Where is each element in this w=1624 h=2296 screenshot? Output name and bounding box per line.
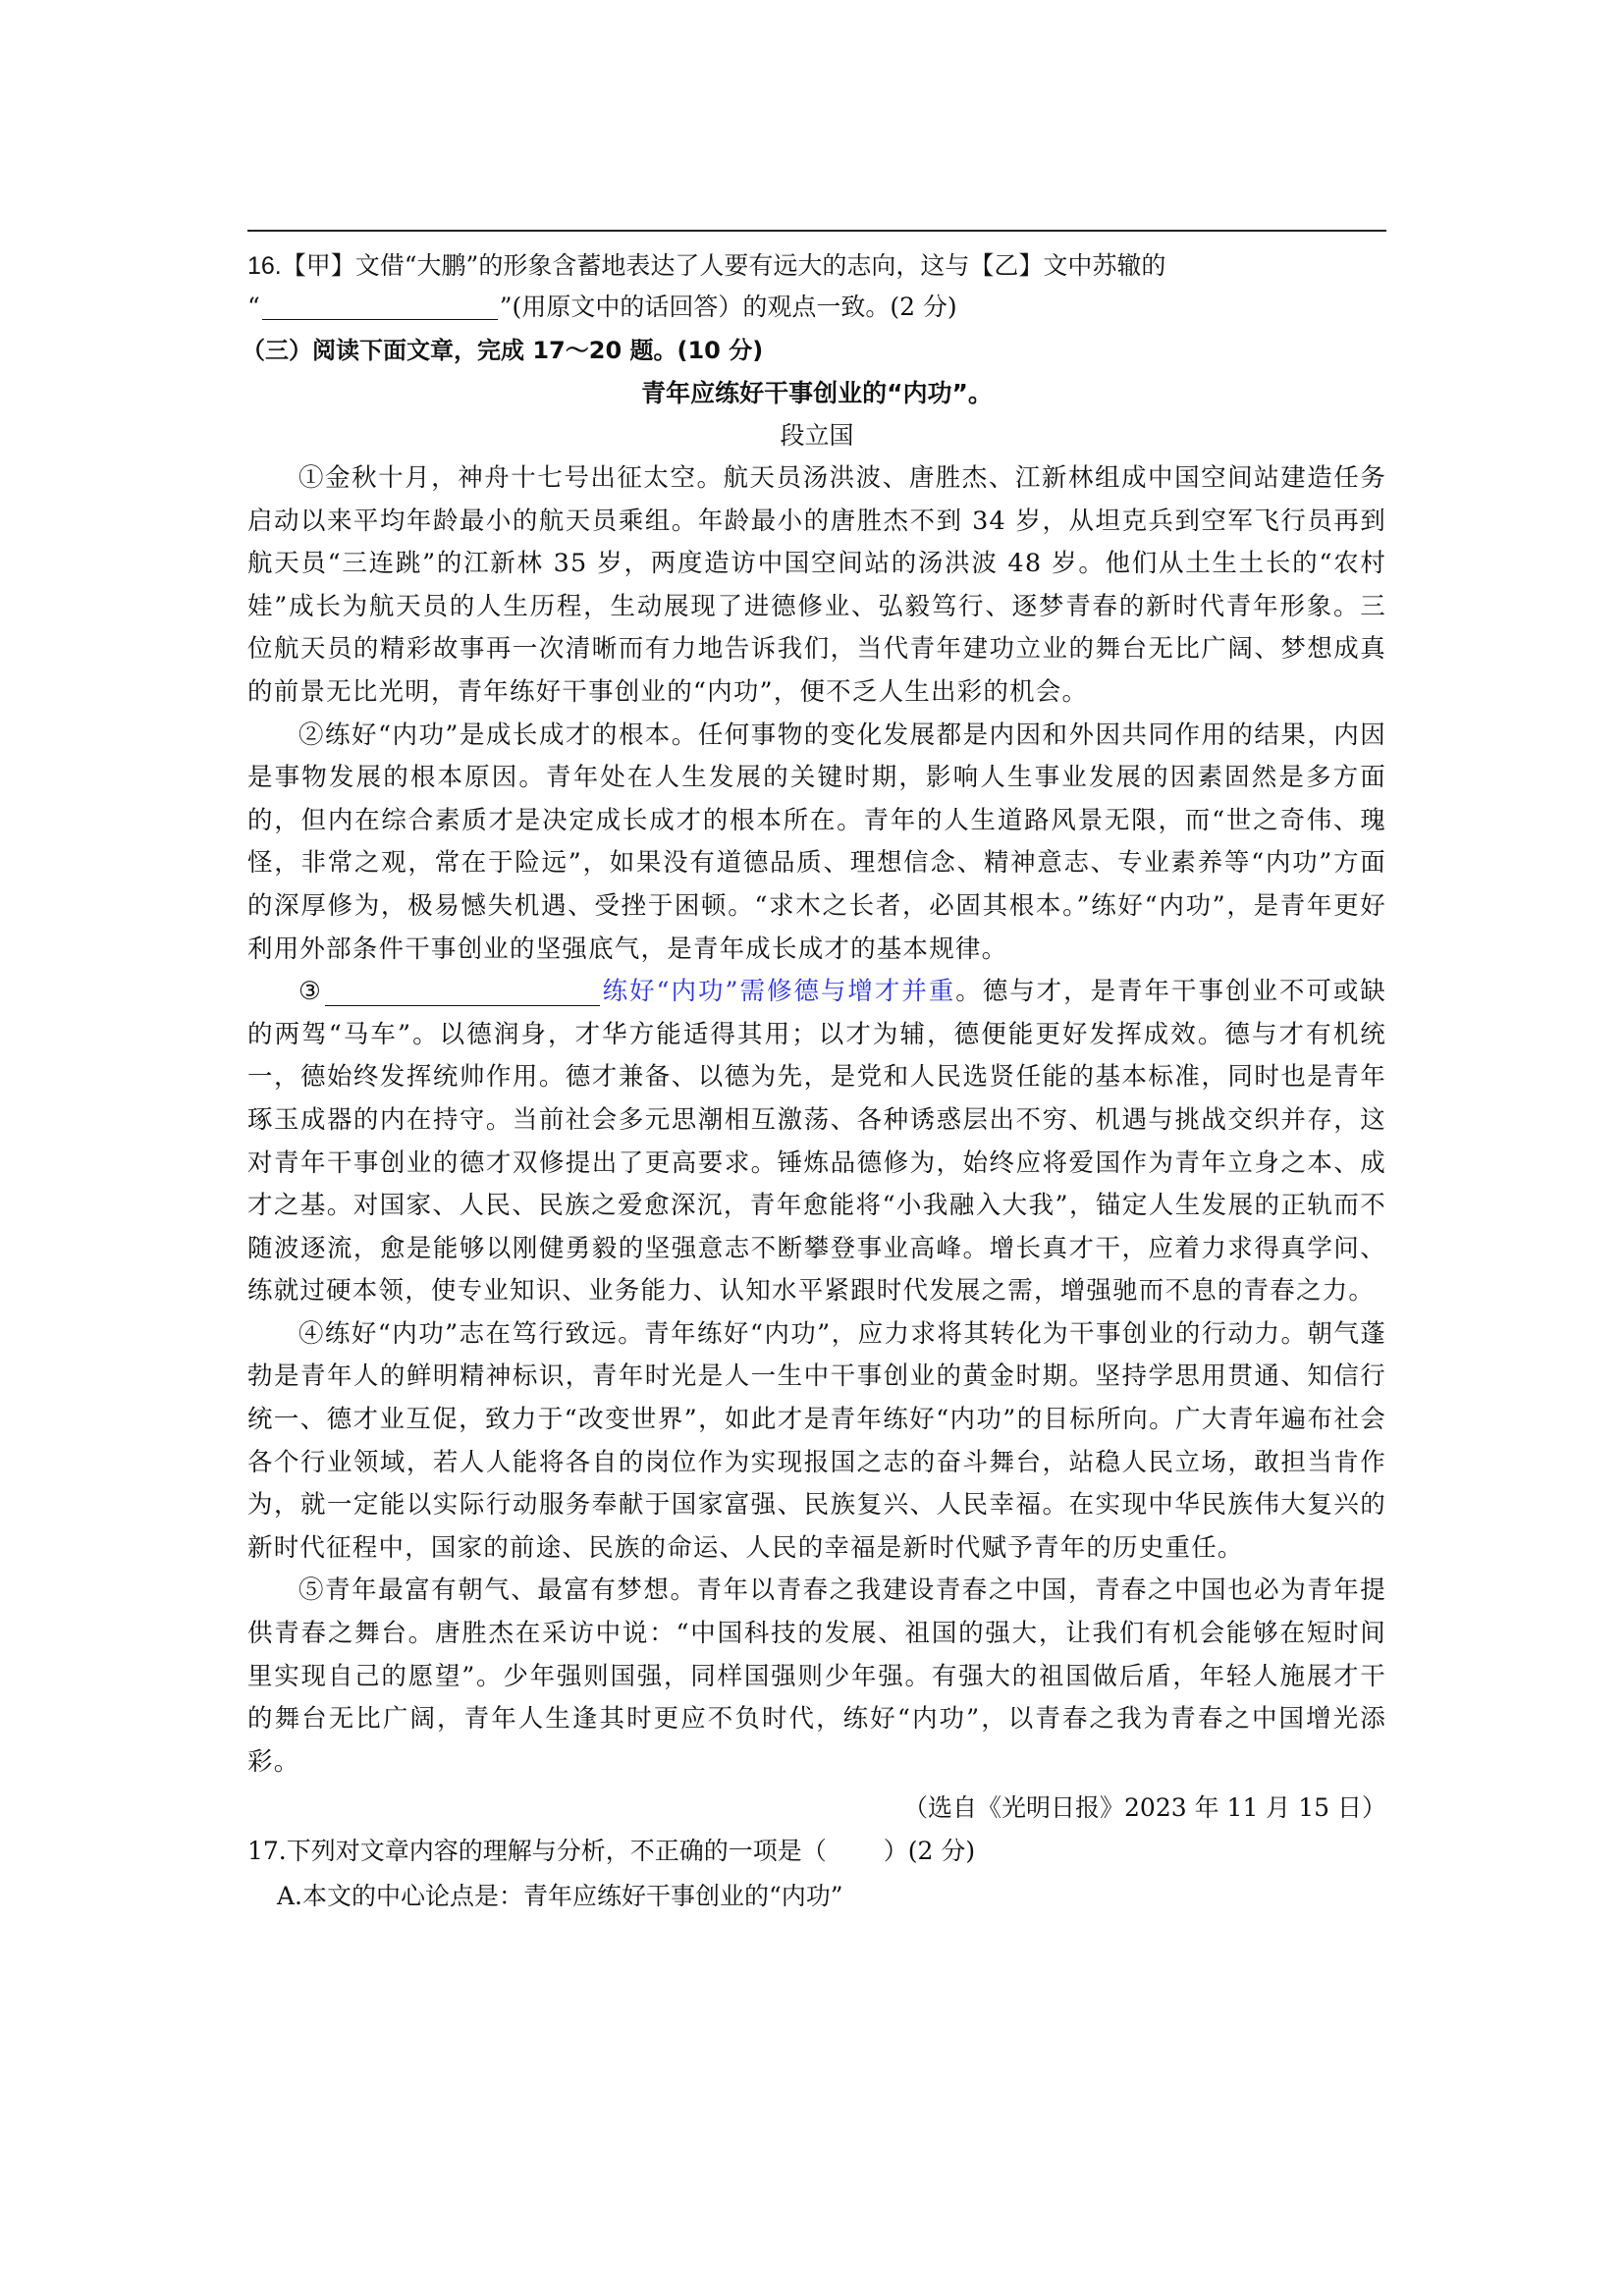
article-paragraph-4: ④练好“内功”志在笃行致远。青年练好“内功”，应力求将其转化为干事创业的行动力。朝气蓬勃是青年人的鲜明精神标识，青年时光是人一生中干事创业的黄金时期。坚持学思用贯通、知信行统一、德才业互促，致力于“改变世界”，如此才是青年练好“内功”的目标所向。广大青年遍布社会各个行业领域，若人人能将各自的岗位作为实现报国之志的奋斗舞台，站稳人民立场，敢担当肯作为，就一定能以实际行动服务奉献于国家富强、民族复兴、人民幸福。在实现中华民族伟大复兴的新时代征程中，国家的前途、民族的命运、人民的幸福是新时代赋予青年的历史重任。 bbox=[247, 1318, 1386, 1563]
question-16-line-1 bbox=[247, 245, 1386, 287]
question-17-score: ）(2 分) bbox=[883, 1837, 976, 1866]
question-16-open-quote: “ bbox=[247, 293, 260, 321]
article-title: 青年应练好干事创业的“内功”。 bbox=[641, 379, 993, 407]
exam-page bbox=[242, 230, 1387, 1917]
paragraph-3-blank[interactable] bbox=[325, 980, 600, 1006]
article-source: （选自《光明日报》2023 年 11 月 15 日） bbox=[903, 1793, 1386, 1823]
top-divider bbox=[247, 230, 1386, 232]
question-16-line-2 bbox=[247, 287, 1386, 328]
question-17-option-a: A.本文的中心论点是：青年应练好干事创业的“内功” bbox=[277, 1882, 843, 1911]
question-17-text: 17.下列对文章内容的理解与分析，不正确的一项是（ bbox=[247, 1837, 827, 1866]
article-author: 段立国 bbox=[780, 421, 854, 450]
question-16-answer-blank[interactable] bbox=[262, 294, 498, 320]
question-16-text: 【甲】文借“大鹏”的形象含蓄地表达了人要有远大的志向，这与【乙】文中苏辙的 bbox=[281, 251, 1166, 280]
article-paragraph-5: ⑤青年最富有朝气、最富有梦想。青年以青春之我建设青春之中国，青春之中国也必为青年提供青春之舞台。唐胜杰在采访中说：“中国科技的发展、祖国的强大，让我们有机会能够在短时间里实现自己的愿望”。少年强则国强，同样国强则少年强。有强大的祖国做后盾，年轻人施展才干的舞台无比广阔，青年人生逢其时更应不负时代，练好“内功”，以青春之我为青春之中国增光添彩。 bbox=[247, 1575, 1386, 1777]
question-16-tail: ”(用原文中的话回答）的观点一致。(2 分) bbox=[499, 293, 957, 321]
article-paragraph-2: ②练好“内功”是成长成才的根本。任何事物的变化发展都是内因和外因共同作用的结果，内因是事物发展的根本原因。青年处在人生发展的关键时期，影响人生事业发展的因素固然是多方面的，但内在综合素质才是决定成长成才的根本所在。青年的人生道路风景无限，而“世之奇伟、瑰怪，非常之观，常在于险远”，如果没有道德品质、理想信念、精神意志、专业素养等“内功”方面的深厚修为，极易憾失机遇、受挫于困顿。“求木之长者，必固其根本。”练好“内功”，是青年更好利用外部条件干事创业的坚强底气，是青年成长成才的基本规律。 bbox=[247, 720, 1386, 964]
paragraph-3-rest: 。德与才，是青年干事创业不可或缺的两驾“马车”。以德润身，才华方能适得其用；以才为辅，德便能更好发挥成效。德与才有机统一，德始终发挥统帅作用。德才兼备、以德为先，是党和人民选贤任能的基本标准，同时也是青年琢玉成器的内在持守。当前社会多元思潮相互激荡、各种诱惑层出不穷、机遇与挑战交织并存，这对青年干事创业的德才双修提出了更高要求。锤炼品德修为，始终应将爱国作为青年立身之本、成才之基。对国家、人民、民族之爱愈深沉，青年愈能将“小我融入大我”，锚定人生发展的正轨而不随波逐流，愈是能够以刚健勇毅的坚强意志不断攀登事业高峰。增长真才干，应着力求得真学问、练就过硬本领，使专业知识、业务能力、认知水平紧跟时代发展之需，增强驰而不息的青春之力。 bbox=[247, 977, 1387, 1307]
question-17-stem bbox=[247, 1831, 1386, 1872]
article-paragraph-3 bbox=[247, 971, 1386, 1313]
paragraph-3-highlighted-text: 练好“内功”需修德与增才并重 bbox=[601, 977, 956, 1007]
question-16-number: 16. bbox=[247, 252, 282, 280]
paragraph-3-number: ③ bbox=[298, 977, 323, 1007]
section-3-heading: （三）阅读下面文章，完成 17～20 题。(10 分) bbox=[242, 337, 764, 364]
article-paragraph-1: ①金秋十月，神舟十七号出征太空。航天员汤洪波、唐胜杰、江新林组成中国空间站建造任务启动以来平均年龄最小的航天员乘组。年龄最小的唐胜杰不到 34 岁，从坦克兵到空军飞行员再到航天员“三连跳”的江新林 35 岁，两度造访中国空间站的汤洪波 48 岁。他们从土生土长的“农村娃”成长为航天员的人生历程，生动展现了进德修业、弘毅笃行、逐梦青春的新时代青年形象。三位航天员的精彩故事再一次清晰而有力地告诉我们，当代青年建功立业的舞台无比广阔、梦想成真的前景无比光明，青年练好干事创业的“内功”，便不乏人生出彩的机会。 bbox=[247, 463, 1386, 707]
